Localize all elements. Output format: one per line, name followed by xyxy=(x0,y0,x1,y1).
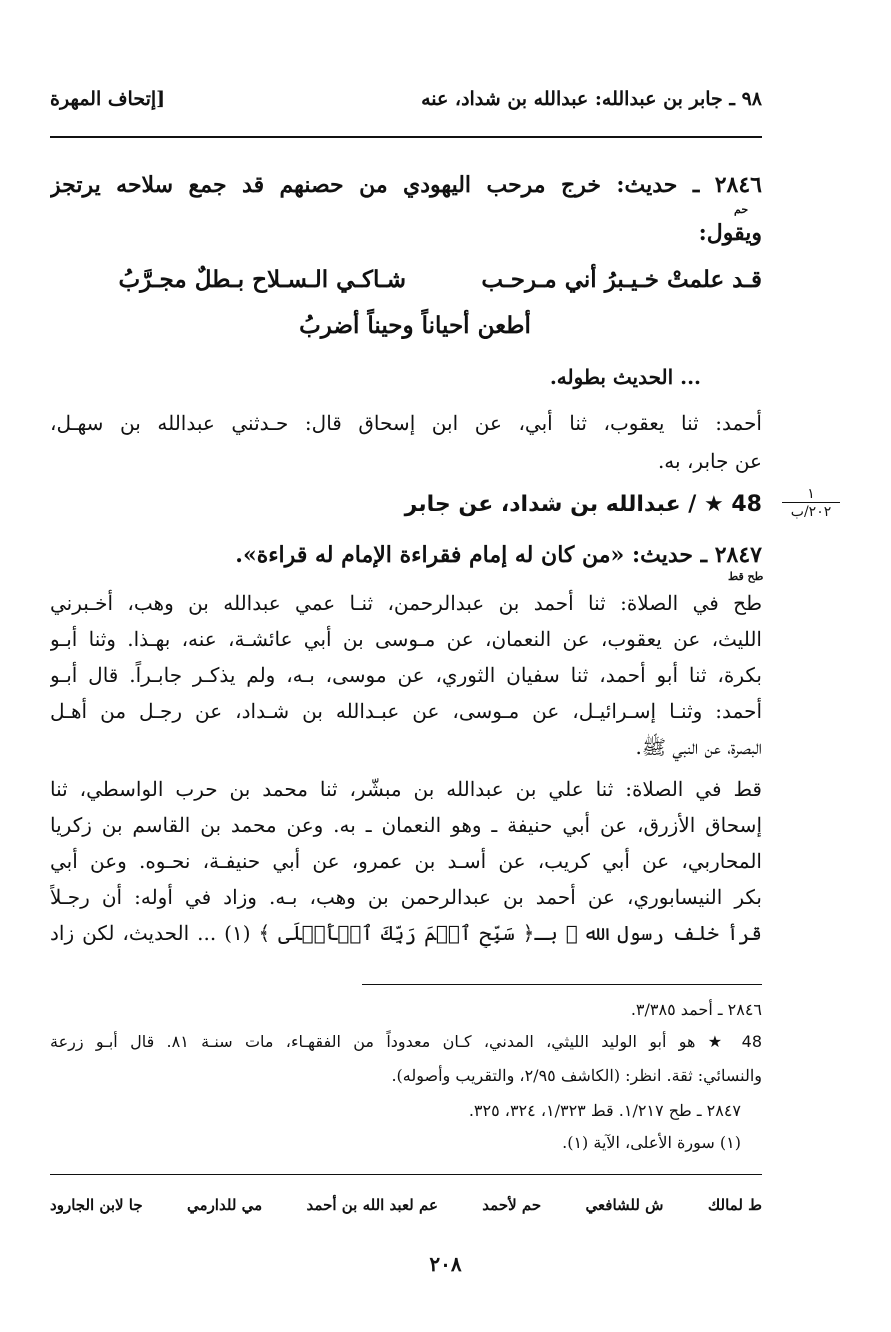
hadith-2847-text-line-1: طح في الصلاة: ثنا أحمد بن عبدالرحمن، ثنـا عمي عبدالله بن وهب، أخـبرني xyxy=(50,591,762,615)
hadith-2847-line-1: ٢٨٤٧ ـ حديث: «من كان له إمام فقراءة الإمام له قراءة». xyxy=(235,542,762,568)
legend-item: جا لابن الجارود xyxy=(50,1196,143,1214)
footnote-48-text: 48 ★ هو أبو الوليد الليثي، المدني، كـان معدوداً من الفقهـاء، مات سنـة ٨١. قال أبـو زرعة xyxy=(50,1032,763,1051)
hadith-2847-source-mark: طح قط xyxy=(728,570,764,583)
page-number: ٢٠٨ xyxy=(429,1252,462,1276)
verse-hemistich-right: قـد علمتْ خـيـبرُ أني مـرحـب xyxy=(481,266,762,293)
hadith-2846-isnad-line-2: عن جابر، به. xyxy=(657,449,762,473)
legend-item: ط لمالك xyxy=(707,1196,762,1214)
verse-hemistich-left: شـاكـي الـسـلاح بـطلٌ مجـرَّبُ xyxy=(118,266,406,293)
hadith-2847-text-line-2: الليث، عن يعقوب، عن النعمان، عن مـوسى بن أبي عائشـة، عنه، بهـذا. وثنا أبـو xyxy=(50,627,762,651)
footnote-rule xyxy=(362,984,762,985)
hadith-2847-text-line-5: البصرة، عن النبي ﷺ. xyxy=(635,735,762,759)
section-48-heading-text: 48 ★ / عبدالله بن شداد، عن جابر xyxy=(404,492,762,517)
hadith-2847-text-line-6: قط في الصلاة: ثنا علي بن عبدالله بن مبشّر، ثنا محمد بن حرب الواسطي، ثنا xyxy=(50,777,762,801)
verse-line-2: أطعن أحياناً وحيناً أضربُ xyxy=(299,312,531,339)
hadith-2847-text-line-8: المحاربي، عن أبي كريب، عن أسـد بن عمرو، عن أبي حنيفـة، نحـوه. وعن أبي xyxy=(50,849,762,873)
hadith-2847-text-line-3: بكرة، ثنا أبو أحمد، ثنا سفيان الثوري، عن موسى، بـه، ولم يذكـر جابـراً. قال أبـو xyxy=(50,663,762,687)
hadith-2846-line-1: ٢٨٤٦ ـ حديث: خرج مرحب اليهودي من حصنهم قد جمع سلاحه يرتجز xyxy=(50,172,762,198)
hadith-2846-source-mark: حم xyxy=(734,203,749,216)
hadith-2846-line-2: ويقول: xyxy=(698,220,762,246)
header-chapter-title: ٩٨ ـ جابر بن عبدالله: عبدالله بن شداد، عنه xyxy=(421,88,762,110)
header-book-title: [إتحاف المهرة xyxy=(50,88,166,110)
section-48-heading xyxy=(50,489,762,520)
hadith-2847-text-line-4: أحمد: وثنـا إسـرائيـل، عن مـوسى، عن عبـدالله بن شـداد، عن رجـل من أهـل xyxy=(50,699,762,723)
hadith-2847-text-line-9: بكر النيسابوري، عن أحمد بن عبدالرحمن بن وهب، بـه. وزاد في أوله: أن رجـلاً xyxy=(50,885,762,909)
legend-item: عم لعبد الله بن أحمد xyxy=(306,1196,438,1214)
folio-numerator: ١ xyxy=(782,486,840,503)
header-rule xyxy=(50,136,762,138)
abbreviation-legend xyxy=(50,1196,762,1222)
footnote-2846: ٢٨٤٦ ـ أحمد ٣/٣٨٥. xyxy=(630,1000,762,1019)
footnote-quran-ref: (١) سورة الأعلى، الآية (١). xyxy=(562,1133,741,1152)
hadith-2847-text-line-7: إسحاق الأزرق، عن أبي حنيفة ـ وهو النعمان ـ به. وعن محمد بن القاسم بن زكريا xyxy=(50,813,762,837)
folio-denominator: ٢٠٢/ب xyxy=(790,504,832,520)
hadith-2846-isnad-line-1: أحمد: ثنا يعقوب، ثنا أبي، عن ابن إسحاق قال: حـدثني عبدالله بن سهـل، xyxy=(50,411,762,435)
footnote-48-line-1 xyxy=(50,1029,762,1055)
legend-item: ش للشافعي xyxy=(585,1196,664,1214)
hadith-2846-ellipsis: ... الحديث بطوله. xyxy=(549,365,701,389)
running-header xyxy=(50,88,762,124)
hadith-2847-text-line-10: قرأ خلف رسول الله ﷺ بـ﴿ سَبِّحِ ٱسۡمَ رَبِّكَ ٱلۡأَعۡلَى ﴾ (١) ... الحديث، لكن زاد xyxy=(50,921,762,945)
manuscript-folio-marker xyxy=(782,486,840,521)
footnote-2847: ٢٨٤٧ ـ طح ١/٢١٧. قط ١/٣٢٣، ٣٢٤، ٣٢٥. xyxy=(468,1101,741,1120)
legend-item: مي للدارمي xyxy=(187,1196,263,1214)
legend-item: حم لأحمد xyxy=(482,1196,542,1214)
footnote-48-line-2: والنسائي: ثقة. انظر: (الكاشف ٢/٩٥، والتقريب وأصوله). xyxy=(391,1066,762,1085)
legend-rule xyxy=(50,1174,762,1175)
